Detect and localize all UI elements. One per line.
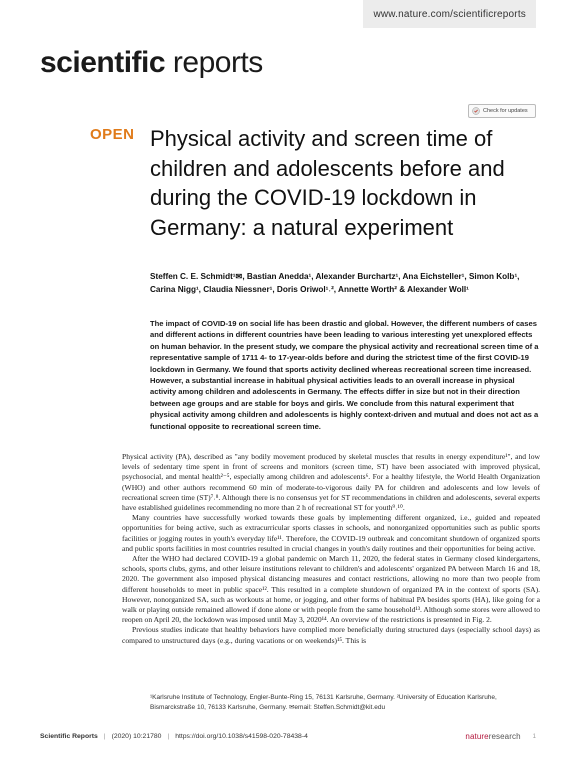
body-paragraph: After the WHO had declared COVID-19 a global pandemic on March 11, 2020, the federal states in Germany closed kindergartens, schools, sports clubs, gyms, and other leisure institutions relevant to children's and adolescents' organized PA between March 16 and 18, 2020. The government also imposed physical distancing measures and contact restrictions, allowing no more than two people from different households to meet in public space¹². This resulted in a complete shutdown of organized PA in the context of sports (SA). However, nonorganized SA, such as workouts at home, or jogging, and other forms of habitual PA besides sports (HA), like going for a walk or playing outside remained allowed if done alone or with people from the same household¹³. Although some stores were allowed to reopen on April 20, the lockdown was imposed until May 3, 2020¹⁴. An overview of the restrictions is presented in Fig. 2.: [122, 554, 540, 625]
research-brand-text: research: [488, 732, 521, 741]
journal-logo-light: reports: [165, 46, 263, 79]
footer-separator: |: [103, 733, 106, 740]
crossmark-icon: [472, 107, 480, 115]
footer-journal: Scientific Reports: [40, 733, 98, 740]
page-footer: [40, 732, 536, 741]
body-paragraph: Physical activity (PA), described as "any bodily movement produced by skeletal muscles that results in energy expenditure¹", and low levels of sedentary time spent in front of screens and monitors (screen time, ST) have been associated with improved physical, psychosocial, and mental health²⁻⁵, especially among children and adolescents⁶. For a healthy lifestyle, the World Health Organization (WHO) and other authors recommend 60 min of moderate-to-vigorous daily PA for children and adolescents and low levels of recreational screen time (ST)⁷˒⁸. Although there is no consensus yet for ST recommendations in children and adolescents, several experts have established guidelines recommending no more than 2 h of recreational ST for youth⁹˒¹⁰.: [122, 452, 540, 513]
body-paragraph: Many countries have successfully worked towards these goals by implementing different organized, i.e., guided and repeated opportunities for being active, such as extracurricular sports classes in schools, and nonorganized opportunities such as public sports facilities or jogging routes in youth's everyday life¹¹. Therefore, the COVID-19 outbreak and concomitant shutdown of organized sports and public sports facilities in most countries resulted in crucial changes in youth's daily routines and their opportunities for being active.: [122, 513, 540, 553]
open-access-badge: OPEN: [90, 126, 135, 143]
article-title: Physical activity and screen time of children and adolescents before and during the COVID-19 lockdown in Germany: a natural experiment: [150, 126, 505, 240]
check-for-updates-label: Check for updates: [483, 108, 528, 114]
footer-separator: |: [167, 733, 170, 740]
footer-citation: (2020) 10:21780: [111, 733, 162, 740]
abstract: The impact of COVID-19 on social life has been drastic and global. However, the different numbers of cases and different actions in different countries have been leading to various interesting yet unexplored effects on human behavior. In the present study, we compare the physical activity and recreational screen time of a representative sample of 1711 4- to 17-year-olds before and during the strictest time of the first COVID-19 lockdown in Germany. We found that sports activity declined whereas recreational screen time increased. However, a substantial increase in habitual physical activities leads to an overall increase in physical activity among children and adolescents in Germany. The effects differ in size but not in their direction between age groups and are stable for boys and girls. We conclude from this natural experiment that physical activity among children and adolescents is highly context-driven and mutual and does not act as a functional opposite to recreational screen time.: [150, 319, 539, 431]
body-paragraph: Previous studies indicate that healthy behaviors have complied more beneficially during structured days (especially school days) as compared to unstructured days (e.g., during vacations or on weekends)¹⁵. This is: [122, 625, 540, 645]
article-body: [122, 452, 540, 646]
page-number: 1: [532, 733, 536, 740]
affiliations: ¹Karlsruhe Institute of Technology, Engler-Bunte-Ring 15, 76131 Karlsruhe, Germany. ²University of Education Karlsruhe, Bismarckstraße 10, 76133 Karlsruhe, Germany. ✉email: Steffen.Schmidt@kit.edu: [150, 694, 497, 711]
footer-doi-link[interactable]: https://doi.org/10.1038/s41598-020-78438-4: [175, 733, 308, 740]
author-list[interactable]: Steffen C. E. Schmidt¹✉, Bastian Anedda¹, Alexander Burchartz¹, Ana Eichsteller¹, Simon Kolb¹, Carina Nigg¹, Claudia Niessner¹, Doris Oriwol¹˒², Annette Worth² & Alexander Woll¹: [150, 272, 520, 294]
journal-logo[interactable]: [40, 46, 263, 80]
journal-url[interactable]: www.nature.com/scientificreports: [363, 0, 536, 28]
nature-brand-text: nature: [465, 732, 489, 741]
check-for-updates-button[interactable]: [468, 104, 536, 118]
journal-logo-bold: scientific: [40, 46, 166, 79]
nature-research-logo[interactable]: [465, 732, 520, 741]
